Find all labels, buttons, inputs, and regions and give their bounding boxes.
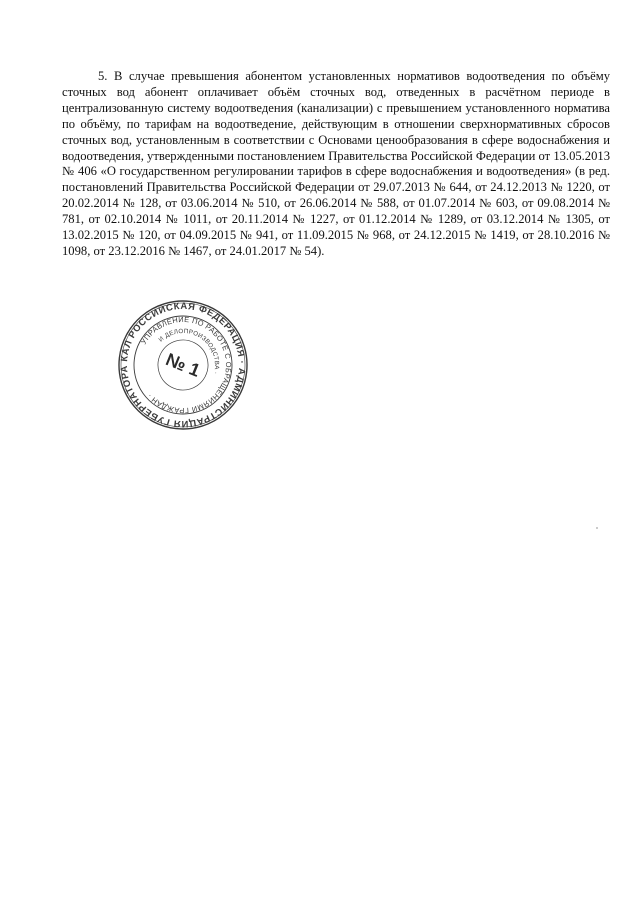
- stamp-center-number: № 1: [162, 349, 204, 381]
- stamp-outer-text: РОССИЙСКАЯ ФЕДЕРАЦИЯ · АДМИНИСТРАЦИЯ ГУБЕРНАТОРА КАЛУЖСКОЙ: [117, 299, 249, 431]
- official-round-stamp: [117, 299, 249, 431]
- scan-speck: [596, 527, 598, 529]
- stamp-middle-text: УПРАВЛЕНИЕ ПО РАБОТЕ С ОБРАЩЕНИЯМИ ГРАЖДАН ·: [138, 314, 234, 416]
- paragraph-5: 5. В случае превышения абонентом установленных нормативов водоотведения по объёму сточных вод абонент оплачивает объём сточных вод, отведенных в расчётном периоде в централизованную систему водоотведения (канализации) с превышением установленного норматива по объёму, по тарифам на водоотведение, действующим в отношении сверхнормативных сбросов сточных вод, установленным в соответствии с Основами ценообразования в сфере водоснабжения и водоотведения, утвержденными постановлением Правительства Российской Федерации от 13.05.2013 № 406 «О государственном регулировании тарифов в сфере водоснабжения и водоотведения» (в ред. постановлений Правительства Российской Федерации от 29.07.2013 № 644, от 24.12.2013 № 1220, от 20.02.2014 № 128, от 03.06.2014 № 510, от 26.06.2014 № 588, от 01.07.2014 № 603, от 09.08.2014 № 781, от 02.10.2014 № 1011, от 20.11.2014 № 1227, от 01.12.2014 № 1289, от 03.12.2014 № 1305, от 13.02.2015 № 120, от 04.09.2015 № 941, от 11.09.2015 № 968, от 24.12.2015 № 1419, от 28.10.2016 № 1098, от 23.12.2016 № 1467, от 24.01.2017 № 54).: [62, 69, 610, 258]
- stamp-inner-text: И ДЕЛОПРОИЗВОДСТВА ·: [157, 327, 221, 376]
